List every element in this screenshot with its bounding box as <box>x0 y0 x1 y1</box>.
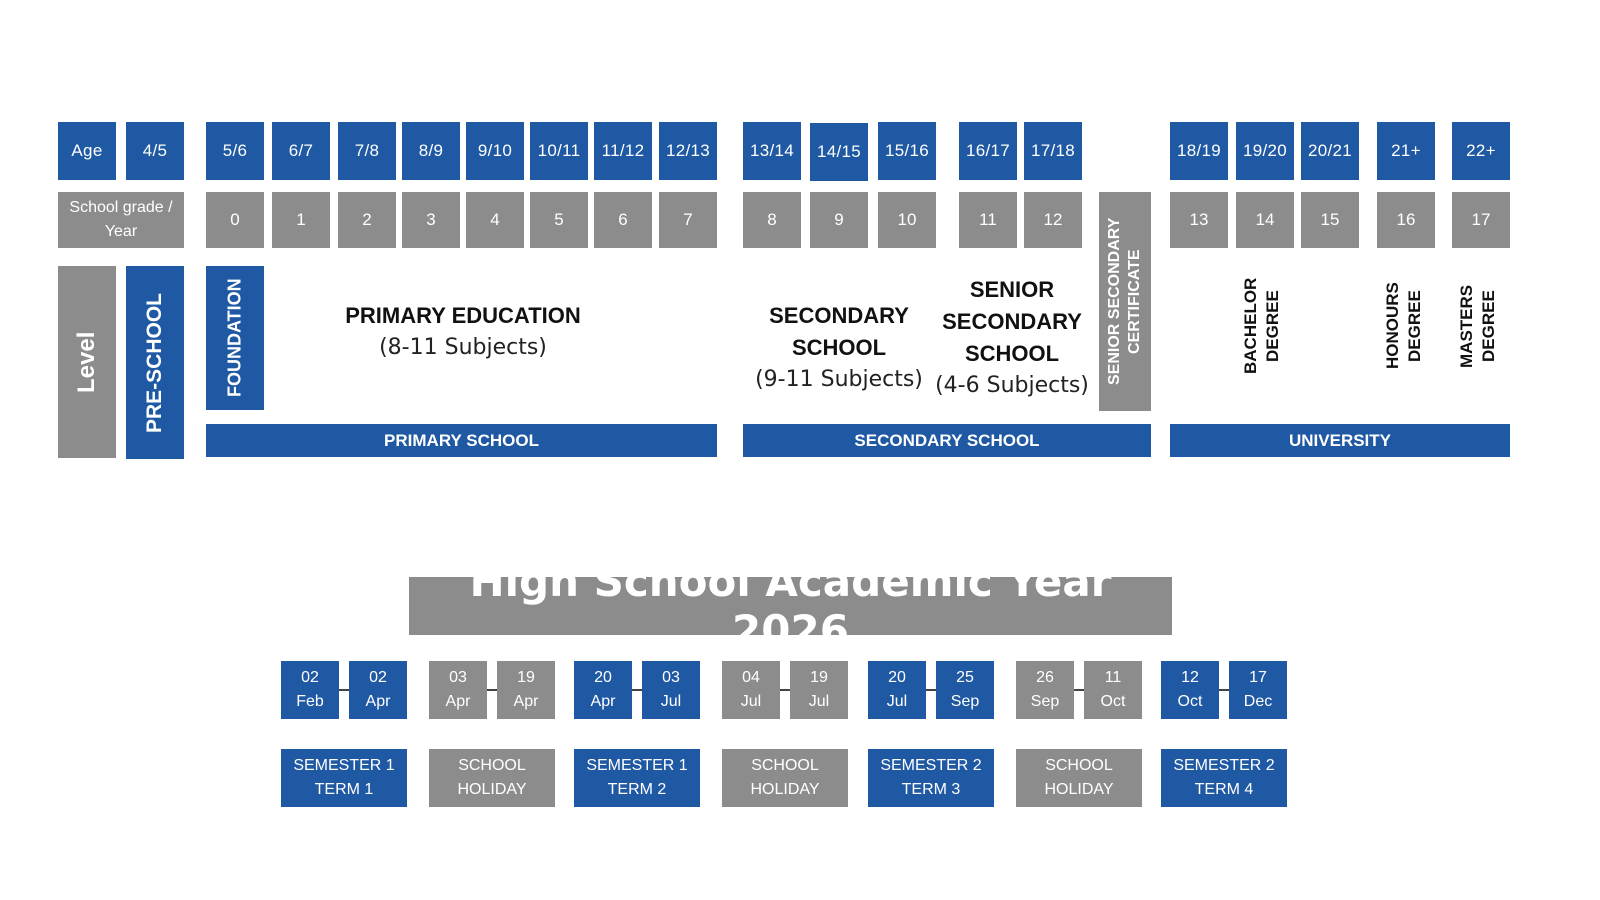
grade-cell: 17 <box>1452 192 1510 248</box>
period-line-2: TERM 1 <box>314 781 374 798</box>
date-day: 03 <box>449 669 467 686</box>
date-month: Apr <box>445 693 471 710</box>
age-cell: 10/11 <box>530 122 588 180</box>
preschool-label: PRE-SCHOOL <box>126 266 184 459</box>
date-day: 19 <box>517 669 535 686</box>
date-day: 02 <box>301 669 319 686</box>
period-line-1: SCHOOL <box>751 757 819 774</box>
period-end-date <box>1229 661 1287 719</box>
bachelor-degree-label: BACHELOR DEGREE <box>1241 277 1282 375</box>
holiday-label <box>1016 749 1142 807</box>
period-line-1: SCHOOL <box>458 757 526 774</box>
date-range-dash <box>1219 689 1229 691</box>
term-label <box>868 749 994 807</box>
holiday-label <box>722 749 848 807</box>
grade-cell: 10 <box>878 192 936 248</box>
date-month: Sep <box>950 693 980 710</box>
date-range-dash <box>487 689 497 691</box>
period-line-2: TERM 2 <box>607 781 667 798</box>
period-start-date <box>429 661 487 719</box>
honours-degree-label: HONOURS DEGREE <box>1383 282 1424 370</box>
date-month: Apr <box>590 693 616 710</box>
date-month: Dec <box>1243 693 1273 710</box>
date-month: Oct <box>1177 693 1203 710</box>
senior-secondary-title-1: SENIOR <box>969 277 1055 302</box>
date-day: 04 <box>742 669 760 686</box>
age-cell: 13/14 <box>743 122 801 180</box>
secondary-school-bar: SECONDARY SCHOOL <box>743 424 1151 457</box>
grade-cell: 8 <box>743 192 801 248</box>
grade-cell: 4 <box>466 192 524 248</box>
grade-cell: 6 <box>594 192 652 248</box>
age-header: Age <box>58 122 116 180</box>
period-end-date <box>1084 661 1142 719</box>
term-label <box>1161 749 1287 807</box>
period-line-1: SEMESTER 1 <box>293 757 395 774</box>
period-end-date <box>936 661 994 719</box>
date-day: 17 <box>1249 669 1267 686</box>
period-line-2: HOLIDAY <box>457 781 527 798</box>
grade-cell: 11 <box>959 192 1017 248</box>
grade-cell: 3 <box>402 192 460 248</box>
period-end-date <box>497 661 555 719</box>
date-day: 26 <box>1036 669 1054 686</box>
date-month: Jul <box>808 693 830 710</box>
university-bar: UNIVERSITY <box>1170 424 1510 457</box>
period-line-2: HOLIDAY <box>750 781 820 798</box>
date-day: 20 <box>888 669 906 686</box>
period-end-date <box>790 661 848 719</box>
grade-cell: 1 <box>272 192 330 248</box>
date-day: 19 <box>810 669 828 686</box>
grade-cell: 13 <box>1170 192 1228 248</box>
date-range-dash <box>632 689 642 691</box>
date-day: 25 <box>956 669 974 686</box>
age-cell: 21+ <box>1377 122 1435 180</box>
age-cell: 17/18 <box>1024 122 1082 180</box>
grade-cell: 9 <box>810 192 868 248</box>
age-cell: 7/8 <box>338 122 396 180</box>
grade-cell: 12 <box>1024 192 1082 248</box>
date-month: Jul <box>886 693 908 710</box>
secondary-school-title-2: SCHOOL <box>791 335 887 360</box>
primary-education-label <box>300 300 626 364</box>
secondary-school-title-1: SECONDARY <box>769 303 909 328</box>
age-cell: 18/19 <box>1170 122 1228 180</box>
period-line-1: SEMESTER 2 <box>880 757 982 774</box>
date-range-dash <box>780 689 790 691</box>
masters-degree-label: MASTERS DEGREE <box>1457 284 1498 368</box>
grade-cell: 7 <box>659 192 717 248</box>
age-cell: 20/21 <box>1301 122 1359 180</box>
age-cell: 8/9 <box>402 122 460 180</box>
period-end-date <box>642 661 700 719</box>
age-cell: 22+ <box>1452 122 1510 180</box>
senior-secondary-title-2: SECONDARY <box>942 309 1082 334</box>
period-start-date <box>1016 661 1074 719</box>
period-line-2: TERM 3 <box>901 781 961 798</box>
date-month: Jul <box>740 693 762 710</box>
primary-education-title: PRIMARY EDUCATION <box>345 303 581 328</box>
date-month: Sep <box>1030 693 1060 710</box>
date-month: Oct <box>1100 693 1126 710</box>
date-month: Jul <box>660 693 682 710</box>
grade-cell: 14 <box>1236 192 1294 248</box>
age-cell: 19/20 <box>1236 122 1294 180</box>
period-line-1: SEMESTER 2 <box>1173 757 1275 774</box>
secondary-school-label <box>752 300 926 396</box>
period-end-date <box>349 661 407 719</box>
date-day: 20 <box>594 669 612 686</box>
grade-header: School grade / Year <box>58 192 184 248</box>
date-month: Apr <box>513 693 539 710</box>
foundation-label: FOUNDATION <box>206 266 264 410</box>
grade-cell: 16 <box>1377 192 1435 248</box>
grade-cell: 15 <box>1301 192 1359 248</box>
age-cell: 12/13 <box>659 122 717 180</box>
age-cell: 6/7 <box>272 122 330 180</box>
period-line-1: SCHOOL <box>1045 757 1113 774</box>
period-start-date <box>868 661 926 719</box>
senior-secondary-label <box>928 274 1096 402</box>
age-cell: 14/15 <box>810 123 868 181</box>
age-cell: 5/6 <box>206 122 264 180</box>
age-cell: 4/5 <box>126 122 184 180</box>
date-day: 02 <box>369 669 387 686</box>
senior-secondary-title-3: SCHOOL <box>964 341 1060 366</box>
academic-year-title: High School Academic Year 2026 <box>409 577 1172 635</box>
period-start-date <box>722 661 780 719</box>
level-label: Level <box>58 266 116 458</box>
primary-school-bar: PRIMARY SCHOOL <box>206 424 717 457</box>
period-start-date <box>281 661 339 719</box>
age-cell: 15/16 <box>878 122 936 180</box>
date-range-dash <box>926 689 936 691</box>
period-line-2: HOLIDAY <box>1044 781 1114 798</box>
date-day: 03 <box>662 669 680 686</box>
holiday-label <box>429 749 555 807</box>
term-label <box>574 749 700 807</box>
date-day: 12 <box>1181 669 1199 686</box>
period-start-date <box>574 661 632 719</box>
period-start-date <box>1161 661 1219 719</box>
date-range-dash <box>339 689 349 691</box>
grade-cell: 0 <box>206 192 264 248</box>
period-line-2: TERM 4 <box>1194 781 1254 798</box>
primary-education-subjects: (8-11 Subjects) <box>379 335 547 360</box>
date-month: Feb <box>296 693 324 710</box>
age-cell: 11/12 <box>594 122 652 180</box>
period-line-1: SEMESTER 1 <box>586 757 688 774</box>
grade-cell: 5 <box>530 192 588 248</box>
grade-cell: 2 <box>338 192 396 248</box>
date-range-dash <box>1074 689 1084 691</box>
senior-secondary-subjects: (4-6 Subjects) <box>935 373 1089 398</box>
senior-secondary-certificate: SENIOR SECONDARY CERTIFICATE <box>1099 192 1151 411</box>
secondary-school-subjects: (9-11 Subjects) <box>755 367 923 392</box>
date-month: Apr <box>365 693 391 710</box>
term-label <box>281 749 407 807</box>
age-cell: 9/10 <box>466 122 524 180</box>
age-cell: 16/17 <box>959 122 1017 180</box>
date-day: 11 <box>1104 669 1122 686</box>
